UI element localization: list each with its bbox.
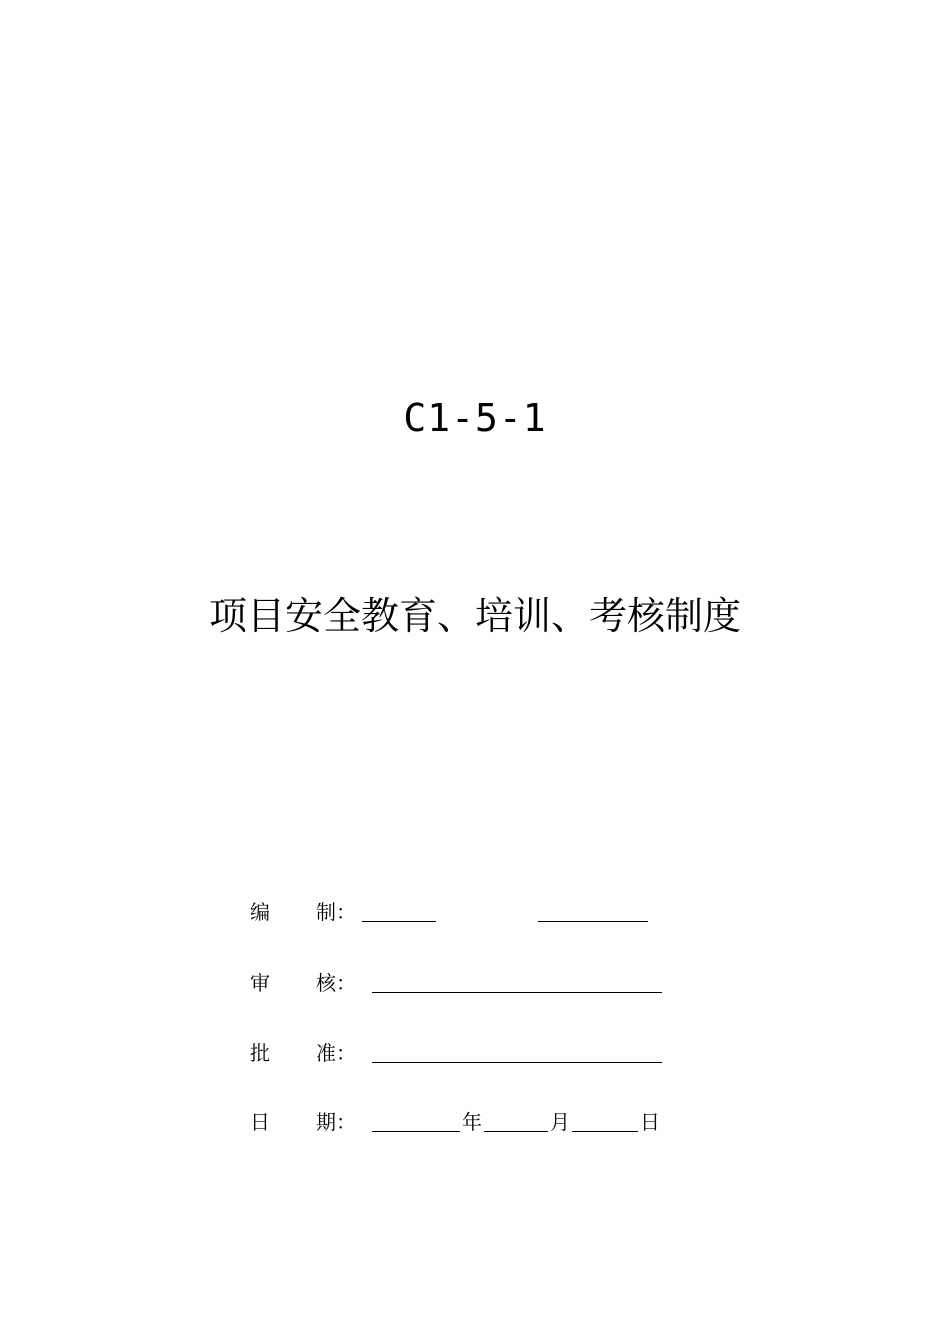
approved-by-row bbox=[0, 1038, 950, 1068]
prepared-label-char-2: 制： bbox=[316, 900, 356, 924]
prepared-by-row bbox=[0, 897, 950, 927]
document-title: 项目安全教育、培训、考核制度 bbox=[208, 594, 741, 638]
date-day-unit: 日 bbox=[640, 1110, 660, 1134]
date-year-unit: 年 bbox=[462, 1110, 482, 1134]
approved-label-char-2: 准： bbox=[316, 1041, 356, 1065]
date-month-line[interactable] bbox=[484, 1107, 548, 1132]
prepared-signature-line-1[interactable] bbox=[362, 897, 436, 922]
reviewed-label-char-2: 核： bbox=[316, 971, 356, 995]
approved-label-char-1: 批 bbox=[250, 1041, 270, 1065]
approved-signature-line[interactable] bbox=[372, 1038, 662, 1063]
date-day-line[interactable] bbox=[572, 1107, 638, 1132]
reviewed-label-char-1: 审 bbox=[250, 971, 270, 995]
reviewed-by-row bbox=[0, 968, 950, 998]
document-code: C1-5-1 bbox=[403, 396, 547, 440]
date-row bbox=[0, 1107, 950, 1137]
date-label-char-2: 期： bbox=[316, 1110, 356, 1134]
reviewed-signature-line[interactable] bbox=[372, 968, 662, 993]
date-month-unit: 月 bbox=[550, 1110, 570, 1134]
prepared-signature-line-2[interactable] bbox=[538, 897, 648, 922]
date-year-line[interactable] bbox=[372, 1107, 460, 1132]
date-label-char-1: 日 bbox=[250, 1110, 270, 1134]
prepared-label-char-1: 编 bbox=[250, 900, 270, 924]
